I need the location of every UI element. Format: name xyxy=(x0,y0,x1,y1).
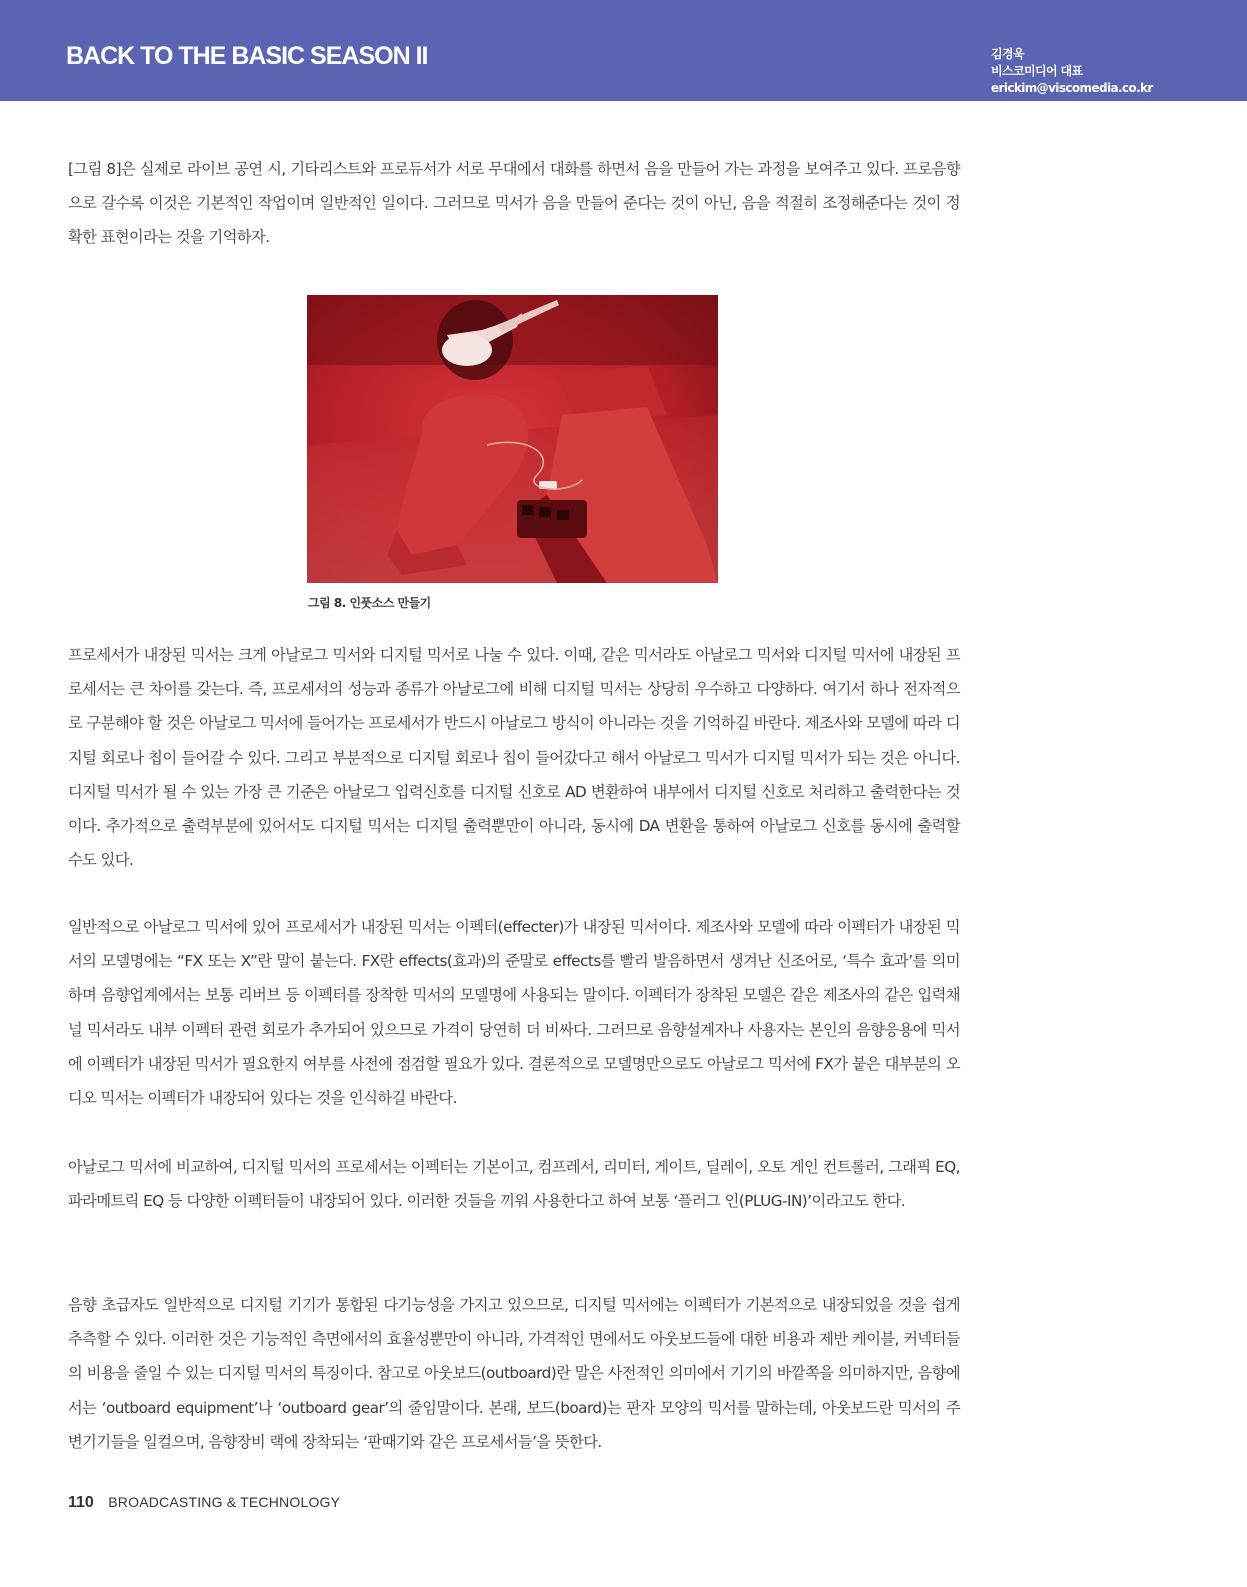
body-paragraph-1: 프로세서가 내장된 믹서는 크게 아날로그 믹서와 디지털 믹서로 나눌 수 있다. 이때, 같은 믹서라도 아날로그 믹서와 디지털 믹서에 내장된 프로세서는 큰 차이를 갖는다. 즉, 프로세서의 성능과 종류가 아날로그에 비해 디지털 믹서는 상당히 우수하고 다양하다. 여기서 하나 전자적으로 구분해야 할 것은 아날로그 믹서에 들어가는 프로세서가 반드시 아날로그 방식이 아니라는 것을 기억하길 바란다. 제조사와 모델에 따라 디지털 회로나 칩이 들어갈 수 있다. 그리고 부분적으로 디지털 회로나 칩이 들어갔다고 해서 아날로그 믹서가 디지털 믹서가 되는 것은 아니다. 디지털 믹서가 될 수 있는 가장 큰 기준은 아날로그 입력신호를 디지털 신호로 AD 변환하여 내부에서 디지털 신호로 처리하고 출력한다는 것이다. 추가적으로 출력부분에 있어서도 디지털 믹서는 디지털 출력뿐만이 아니라, 동시에 DA 변환을 통하여 아날로그 신호를 동시에 출력할 수도 있다. xyxy=(68,646,960,870)
figure-caption: 그림 8. 인풋소스 만들기 xyxy=(308,596,431,610)
author-info xyxy=(991,46,1153,97)
body-paragraph-4: 음향 초급자도 일반적으로 디지털 기기가 통합된 다기능성을 가지고 있으므로, 디지털 믹서에는 이펙터가 기본적으로 내장되었을 것을 쉽게 추측할 수 있다. 이러한 것은 기능적인 측면에서의 효율성뿐만이 아니라, 가격적인 면에서도 아웃보드들에 대한 비용과 제반 케이블, 커넥터들의 비용을 줄일 수 있는 디지털 믹서의 특징이다. 참고로 아웃보드(outboard)란 말은 사전적인 의미에서 기기의 바깥쪽을 의미하지만, 음향에서는 ‘outboard equipment’나 ‘outboard gear’의 줄임말이다. 본래, 보드(board)는 판자 모양의 믹서를 말하는데, 아웃보드란 믹서의 주변기기들을 일컬으며, 음향장비 랙에 장착되는 ‘판때기와 같은 프로세서들’을 뜻한다. xyxy=(68,1296,960,1451)
author-email: erickim@viscomedia.co.kr xyxy=(991,81,1153,95)
page-footer xyxy=(68,1494,340,1512)
body-paragraph-3: 아날로그 믹서에 비교하여, 디지털 믹서의 프로세서는 이펙터는 기본이고, 컴프레서, 리미터, 게이트, 딜레이, 오토 게인 컨트롤러, 그래픽 EQ, 파라메트릭 EQ 등 다양한 이펙터들이 내장되어 있다. 이러한 것들을 끼워 사용한다고 하여 보통 ‘플러그 인(PLUG-IN)’이라고도 한다. xyxy=(68,1158,960,1211)
figure-photo xyxy=(307,295,718,583)
series-title: BACK TO THE BASIC SEASON II xyxy=(66,42,428,70)
page-number: 110 xyxy=(68,1494,94,1511)
body-paragraph-2: 일반적으로 아날로그 믹서에 있어 프로세서가 내장된 믹서는 이펙터(effecter)가 내장된 믹서이다. 제조사와 모델에 따라 이펙터가 내장된 믹서의 모델명에는 “FX 또는 X”란 말이 붙는다. FX란 effects(효과)의 준말로 effects를 빨리 발음하면서 생겨난 신조어로, ‘특수 효과’를 의미하며 음향업계에서는 보통 리버브 등 이펙터를 장착한 믹서의 모델명에 사용되는 말이다. 이펙터가 장착된 모델은 같은 제조사의 같은 입력채널 믹서라도 내부 이펙터 관련 회로가 추가되어 있으므로 가격이 당연히 더 비싸다. 그러므로 음향설계자나 사용자는 본인의 음향응용에 믹서에 이펙터가 내장된 믹서가 필요한지 여부를 사전에 점검할 필요가 있다. 결론적으로 모델명만으로도 아날로그 믹서에 FX가 붙은 대부분의 오디오 믹서는 이펙터가 내장되어 있다는 것을 인식하길 바란다. xyxy=(68,918,960,1108)
intro-paragraph: [그림 8]은 실제로 라이브 공연 시, 기타리스트와 프로듀서가 서로 무대에서 대화를 하면서 음을 만들어 가는 과정을 보여주고 있다. 프로음향으로 갈수록 이것은 기본적인 작업이며 일반적인 일이다. 그러므로 믹서가 음을 만들어 준다는 것이 아닌, 음을 적절히 조정해준다는 것이 정확한 표현이라는 것을 기억하자. xyxy=(68,160,960,247)
author-name: 김경욱 xyxy=(991,47,1024,61)
author-role: 비스코미디어 대표 xyxy=(991,64,1083,78)
magazine-name: BROADCASTING & TECHNOLOGY xyxy=(108,1494,341,1510)
